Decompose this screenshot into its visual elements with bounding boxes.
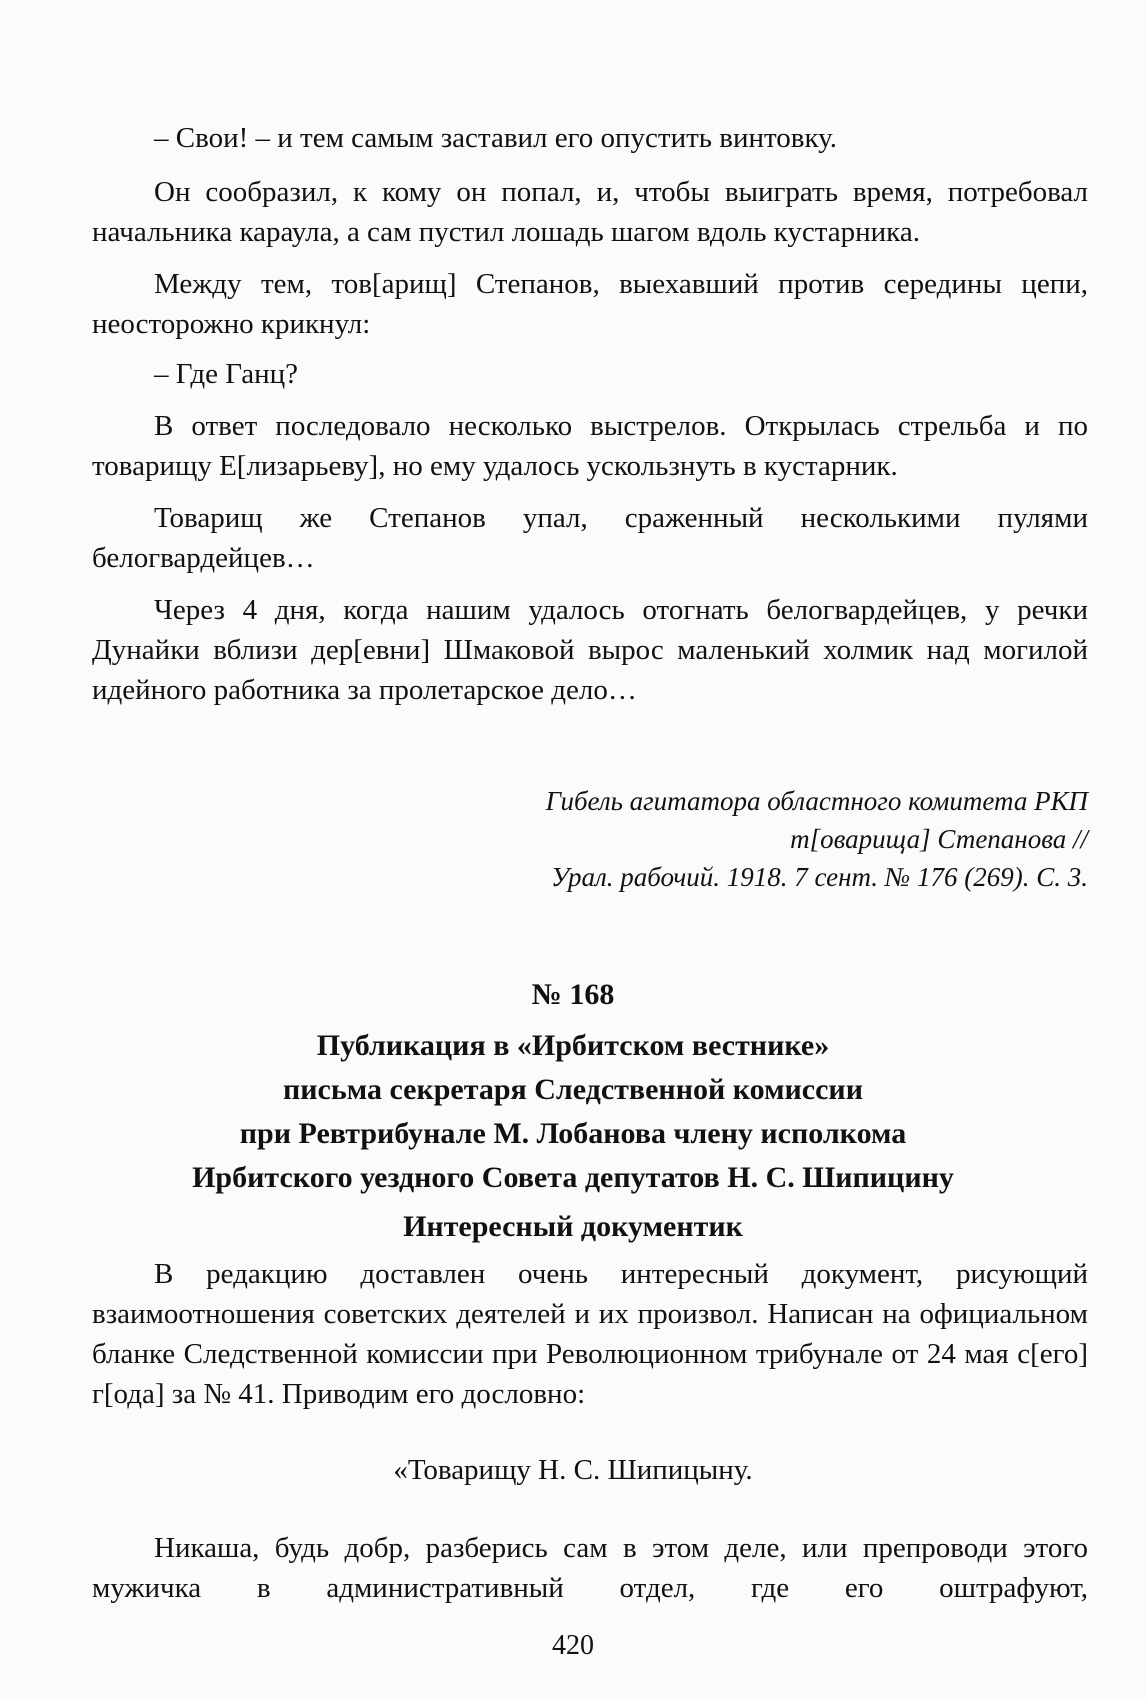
source-line-3: Урал. рабочий. 1918. 7 сент. № 176 (269). С. 3. xyxy=(550,862,1088,892)
title-line-1: Публикация в «Ирбитском вестнике» xyxy=(316,1029,830,1062)
document-title xyxy=(60,1024,1086,1200)
paragraph-1: – Свои! – и тем самым заставил его опустить винтовку. xyxy=(154,122,838,154)
document-number: № 168 xyxy=(531,978,615,1011)
source-line-1: Гибель агитатора областного комитета РКП xyxy=(545,786,1088,816)
page-number: 420 xyxy=(552,1630,594,1661)
paragraph-4: – Где Ганц? xyxy=(154,358,299,390)
paragraph-6: Товарищ же Степанов упал, сраженный несколькими пулями белогвардейцев… xyxy=(92,502,1088,574)
letter-body-paragraph: Никаша, будь добр, разберись сам в этом деле, или препроводи этого мужичка в административный отдел, где его оштрафуют, xyxy=(92,1532,1088,1604)
paragraph-2: Он сообразил, к кому он попал, и, чтобы выиграть время, потребовал начальника караула, а сам пустил лошадь шагом вдоль кустарника. xyxy=(92,176,1088,248)
document-subtitle: Интересный документик xyxy=(403,1210,743,1243)
title-line-4: Ирбитского уездного Совета депутатов Н. С. Шипицину xyxy=(192,1161,954,1194)
intro-block xyxy=(92,1254,1088,1414)
source-citation xyxy=(388,782,1088,896)
paragraph-3: Между тем, тов[арищ] Степанов, выехавший против середины цепи, неосторожно крикнул: xyxy=(92,268,1088,340)
paragraph-7: Через 4 дня, когда нашим удалось отогнать белогвардейцев, у речки Дунайки вблизи дер[евни] Шмаковой вырос маленький холмик над могилой идейного работника за пролетарское дело… xyxy=(92,594,1088,706)
title-line-3: при Ревтрибунале М. Лобанова члену исполкома xyxy=(239,1117,907,1150)
top-text-block xyxy=(92,118,1088,710)
paragraph-5: В ответ последовало несколько выстрелов. Открылась стрельба и по товарищу Е[лизарьеву], но ему удалось ускользнуть в кустарник. xyxy=(92,410,1088,482)
title-line-2: письма секретаря Следственной комиссии xyxy=(282,1073,864,1106)
intro-paragraph: В редакцию доставлен очень интересный документ, рисующий взаимоотношения советских деятелей и их произвол. Написан на официальном бланке Следственной комиссии при Революционном трибунале от 24 мая с[его] г[ода] за № 41. Приводим его дословно: xyxy=(92,1258,1088,1410)
letter-body-block xyxy=(92,1528,1088,1608)
letter-salutation: «Товарищу Н. С. Шипицыну. xyxy=(393,1454,753,1486)
source-line-2: т[оварища] Степанова // xyxy=(790,824,1088,854)
